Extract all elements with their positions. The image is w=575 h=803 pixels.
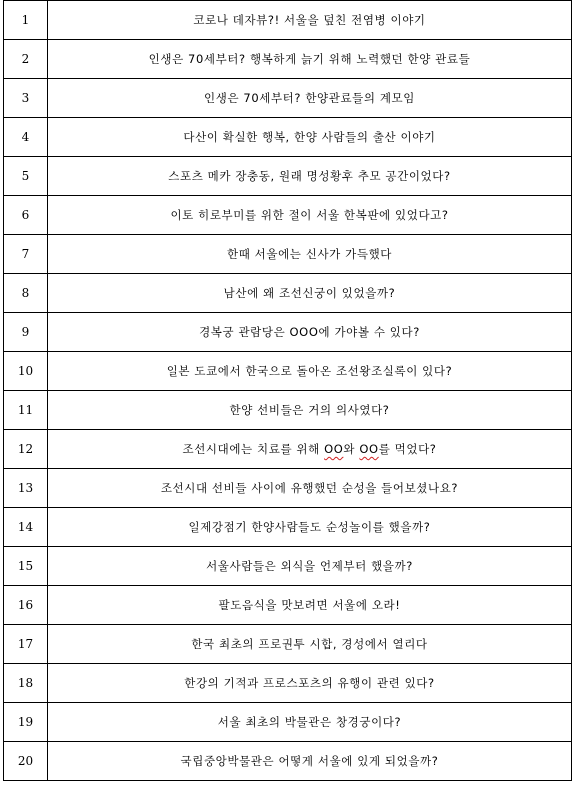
row-title-part: 를 먹었다? bbox=[378, 442, 437, 456]
row-number: 11 bbox=[4, 391, 48, 430]
table-row bbox=[4, 274, 572, 313]
table-row bbox=[4, 79, 572, 118]
table-row bbox=[4, 157, 572, 196]
table-row bbox=[4, 586, 572, 625]
row-number: 20 bbox=[4, 742, 48, 781]
row-number: 12 bbox=[4, 430, 48, 469]
row-number: 18 bbox=[4, 664, 48, 703]
row-number: 9 bbox=[4, 313, 48, 352]
row-title: 한양 선비들은 거의 의사였다? bbox=[48, 391, 572, 430]
row-title: 서울사람들은 외식을 언제부터 했을까? bbox=[48, 547, 572, 586]
row-number: 17 bbox=[4, 625, 48, 664]
spellcheck-marked-word: OO bbox=[359, 442, 379, 456]
row-title-part: 와 bbox=[343, 442, 360, 456]
table-row bbox=[4, 469, 572, 508]
table-row bbox=[4, 40, 572, 79]
table-row bbox=[4, 235, 572, 274]
row-title: 이토 히로부미를 위한 절이 서울 한복판에 있었다고? bbox=[48, 196, 572, 235]
row-title: 한때 서울에는 신사가 가득했다 bbox=[48, 235, 572, 274]
row-title: 서울 최초의 박물관은 창경궁이다? bbox=[48, 703, 572, 742]
row-title: 팔도음식을 맛보려면 서울에 오라! bbox=[48, 586, 572, 625]
row-number: 15 bbox=[4, 547, 48, 586]
table-row bbox=[4, 547, 572, 586]
row-number: 7 bbox=[4, 235, 48, 274]
table-row bbox=[4, 1, 572, 40]
row-title: 남산에 왜 조선신궁이 있었을까? bbox=[48, 274, 572, 313]
row-number: 2 bbox=[4, 40, 48, 79]
row-title: 한강의 기적과 프로스포츠의 유행이 관련 있다? bbox=[48, 664, 572, 703]
row-number: 4 bbox=[4, 118, 48, 157]
table-row bbox=[4, 313, 572, 352]
row-number: 14 bbox=[4, 508, 48, 547]
table-row bbox=[4, 118, 572, 157]
row-title: 인생은 70세부터? 행복하게 늙기 위해 노력했던 한양 관료들 bbox=[48, 40, 572, 79]
table-row bbox=[4, 703, 572, 742]
table-row bbox=[4, 196, 572, 235]
table-row bbox=[4, 664, 572, 703]
row-number: 5 bbox=[4, 157, 48, 196]
topic-list-table bbox=[3, 0, 572, 781]
table-row bbox=[4, 352, 572, 391]
table-row bbox=[4, 625, 572, 664]
row-title: 조선시대 선비들 사이에 유행했던 순성을 들어보셨나요? bbox=[48, 469, 572, 508]
row-title: 일제강점기 한양사람들도 순성놀이를 했을까? bbox=[48, 508, 572, 547]
row-title: 한국 최초의 프로권투 시합, 경성에서 열리다 bbox=[48, 625, 572, 664]
row-number: 19 bbox=[4, 703, 48, 742]
row-title: 경복궁 관람당은 OOO에 가야볼 수 있다? bbox=[48, 313, 572, 352]
row-number: 3 bbox=[4, 79, 48, 118]
row-title-part: 조선시대에는 치료를 위해 bbox=[182, 442, 325, 456]
row-number: 6 bbox=[4, 196, 48, 235]
spellcheck-marked-word: OO bbox=[324, 442, 344, 456]
row-title: 다산이 확실한 행복, 한양 사람들의 출산 이야기 bbox=[48, 118, 572, 157]
row-title: 인생은 70세부터? 한양관료들의 계모임 bbox=[48, 79, 572, 118]
row-title bbox=[48, 430, 572, 469]
row-number: 8 bbox=[4, 274, 48, 313]
row-number: 16 bbox=[4, 586, 48, 625]
row-title: 코로나 데자뷰?! 서울을 덮친 전염병 이야기 bbox=[48, 1, 572, 40]
table-row bbox=[4, 391, 572, 430]
row-title: 일본 도쿄에서 한국으로 돌아온 조선왕조실록이 있다? bbox=[48, 352, 572, 391]
row-number: 10 bbox=[4, 352, 48, 391]
row-number: 1 bbox=[4, 1, 48, 40]
table-row bbox=[4, 430, 572, 469]
table-row bbox=[4, 508, 572, 547]
row-title: 국립중앙박물관은 어떻게 서울에 있게 되었을까? bbox=[48, 742, 572, 781]
table-row bbox=[4, 742, 572, 781]
row-number: 13 bbox=[4, 469, 48, 508]
row-title: 스포츠 메카 장충동, 원래 명성황후 추모 공간이었다? bbox=[48, 157, 572, 196]
